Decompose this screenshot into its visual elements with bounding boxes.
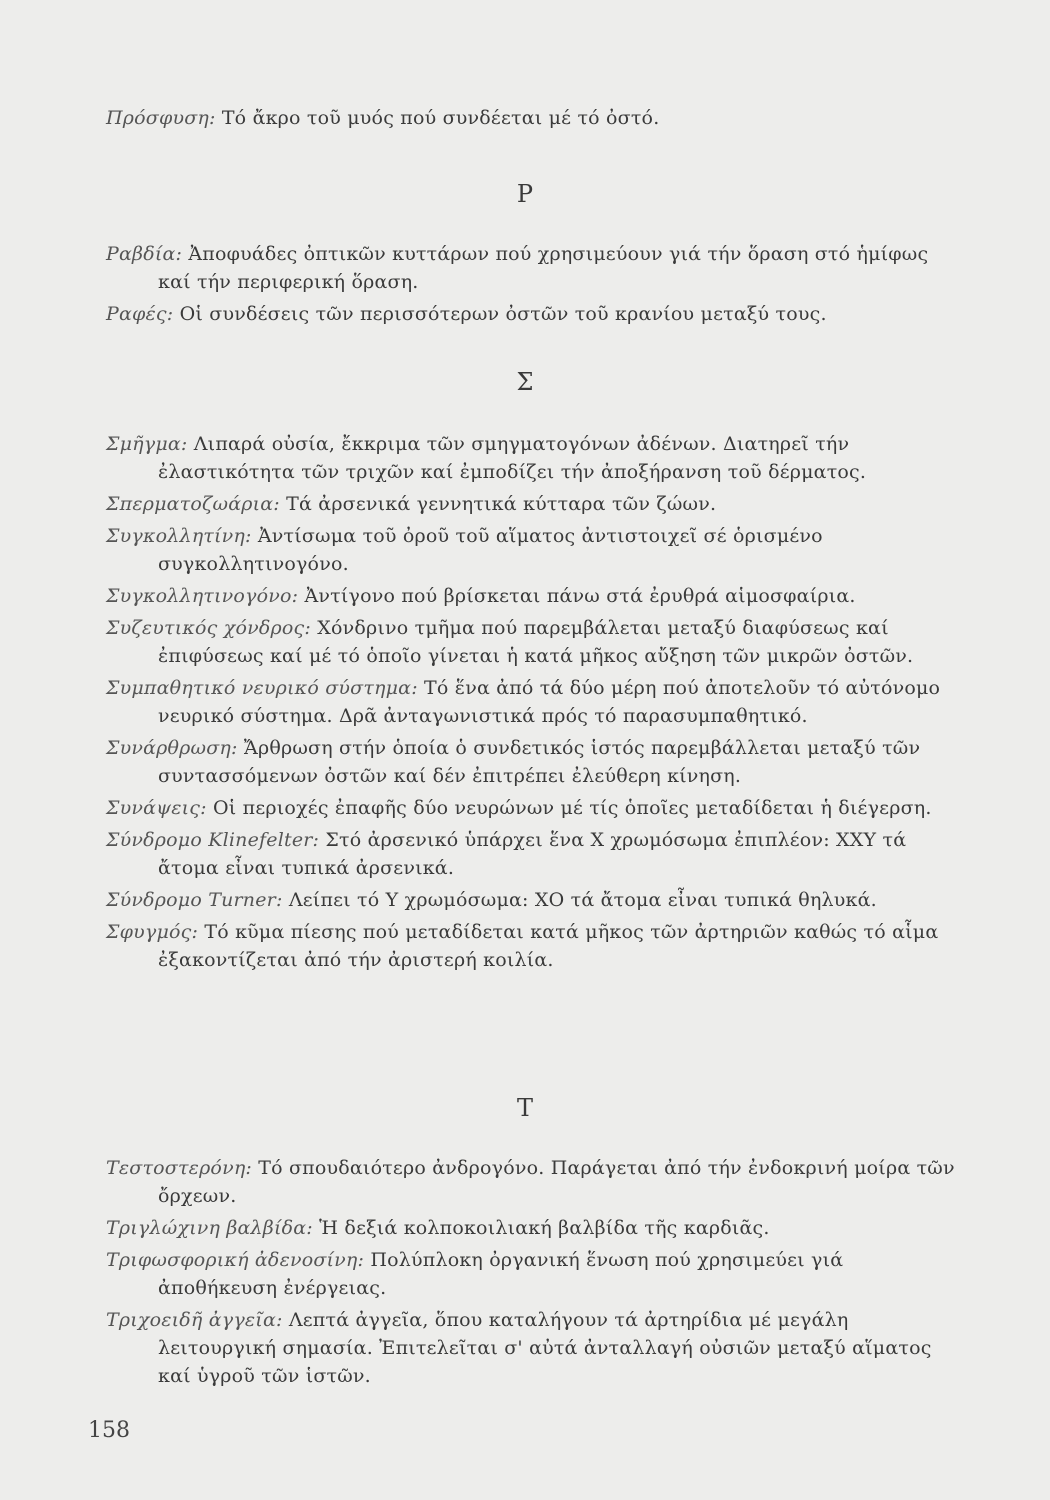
entry-definition: Τό ἕνα ἀπό τά δύο μέρη πού ἀποτελοῦν τό αὐτόνομο νευρικό σύστημα. Δρᾶ ἀνταγωνιστικά πρός τό παρασυμπαθητικό. bbox=[158, 677, 941, 727]
glossary-entry bbox=[106, 300, 956, 328]
section-letter-sigma: Σ bbox=[516, 368, 534, 396]
entry-definition: Στό ἀρσενικό ὑπάρχει ἕνα Χ χρωμόσωμα ἐπιπλέον: ΧΧΥ τά ἄτομα εἶναι τυπικά ἀρσενικά. bbox=[158, 829, 907, 879]
entry-term: Τεστοστερόνη: bbox=[106, 1157, 253, 1179]
section-letter-tau: Τ bbox=[516, 1094, 533, 1122]
glossary-entry bbox=[106, 240, 956, 296]
glossary-entry bbox=[106, 674, 956, 730]
entry-definition: Τό ἄκρο τοῦ μυός πού συνδέεται μέ τό ὀστό. bbox=[221, 107, 660, 129]
glossary-entry bbox=[106, 918, 956, 974]
glossary-entry bbox=[106, 490, 956, 518]
glossary-entry bbox=[106, 582, 956, 610]
entry-definition: Ἄρθρωση στήν ὁποία ὁ συνδετικός ἱστός παρεμβάλλεται μεταξύ τῶν συντασσόμενων ὀστῶν καί δέν ἐπιτρέπει ἐλεύθερη κίνηση. bbox=[158, 737, 921, 787]
section-letter-rho: Ρ bbox=[516, 180, 534, 208]
entry-term: Τριφωσφορική ἀδενοσίνη: bbox=[106, 1249, 365, 1271]
entry-definition: Ἀποφυάδες ὀπτικῶν κυττάρων πού χρησιμεύουν γιά τήν ὅραση στό ἡμίφως καί τήν περιφερική ὅραση. bbox=[158, 243, 929, 293]
section-continuation bbox=[106, 104, 956, 136]
entry-definition: Οἱ περιοχές ἐπαφῆς δύο νευρώνων μέ τίς ὁποῖες μεταδίδεται ἡ διέγερση. bbox=[213, 797, 932, 819]
entry-term: Σφυγμός: bbox=[106, 921, 199, 943]
entry-term: Συνάρθρωση: bbox=[106, 737, 238, 759]
entry-term: Σύνδρομο Klinefelter: bbox=[106, 829, 320, 851]
entry-definition: Ἡ δεξιά κολποκοιλιακή βαλβίδα τῆς καρδιᾶς. bbox=[319, 1217, 770, 1239]
entry-definition: Ἀντίγονο πού βρίσκεται πάνω στά ἐρυθρά αἱμοσφαίρια. bbox=[304, 585, 856, 607]
section-tau bbox=[106, 1154, 956, 1394]
glossary-entry bbox=[106, 886, 956, 914]
entry-definition: Οἱ συνδέσεις τῶν περισσότερων ὀστῶν τοῦ κρανίου μεταξύ τους. bbox=[179, 303, 827, 325]
glossary-entry bbox=[106, 734, 956, 790]
entry-term: Πρόσφυση: bbox=[106, 107, 216, 129]
entry-term: Τριχοειδῆ ἀγγεῖα: bbox=[106, 1309, 283, 1331]
entry-definition: Λιπαρά οὐσία, ἔκκριμα τῶν σμηγματογόνων ἀδένων. Διατηρεῖ τήν ἐλαστικότητα τῶν τριχῶν καί ἐμποδίζει τήν ἀποξήρανση τοῦ δέρματος. bbox=[158, 433, 867, 483]
glossary-entry bbox=[106, 430, 956, 486]
entry-definition: Τό κῦμα πίεσης πού μεταδίδεται κατά μῆκος τῶν ἀρτηριῶν καθώς τό αἷμα ἐξακοντίζεται ἀπό τήν ἀριστερή κοιλία. bbox=[158, 921, 939, 971]
page-number: 158 bbox=[88, 1418, 130, 1443]
glossary-entry bbox=[106, 794, 956, 822]
glossary-entry bbox=[106, 104, 956, 132]
glossary-entry bbox=[106, 1214, 956, 1242]
entry-definition: Τό σπουδαιότερο ἀνδρογόνο. Παράγεται ἀπό τήν ἐνδοκρινή μοίρα τῶν ὄρχεων. bbox=[158, 1157, 955, 1207]
entry-definition: Ἀντίσωμα τοῦ ὀροῦ τοῦ αἵματος ἀντιστοιχεῖ σέ ὁρισμένο συγκολλητινογόνο. bbox=[158, 525, 823, 575]
entry-term: Συμπαθητικό νευρικό σύστημα: bbox=[106, 677, 418, 699]
entry-definition: Χόνδρινο τμῆμα πού παρεμβάλεται μεταξύ διαφύσεως καί ἐπιφύσεως καί μέ τό ὁποῖο γίνεται ἡ κατά μῆκος αὔξηση τῶν μικρῶν ὀστῶν. bbox=[158, 617, 914, 667]
glossary-entry bbox=[106, 522, 956, 578]
glossary-entry bbox=[106, 1246, 956, 1302]
entry-term: Τριγλώχινη βαλβίδα: bbox=[106, 1217, 313, 1239]
entry-definition: Λεπτά ἀγγεῖα, ὅπου καταλήγουν τά ἀρτηρίδια μέ μεγάλη λειτουργική σημασία. Ἐπιτελεῖται σ' αὐτά ἀνταλλαγή οὐσιῶν μεταξύ αἵματος καί ὑγροῦ τῶν ἱστῶν. bbox=[158, 1309, 932, 1387]
glossary-entry bbox=[106, 1306, 956, 1390]
entry-term: Συνάψεις: bbox=[106, 797, 207, 819]
glossary-entry bbox=[106, 614, 956, 670]
entry-term: Ραφές: bbox=[106, 303, 174, 325]
entry-definition: Τά ἀρσενικά γεννητικά κύτταρα τῶν ζώων. bbox=[286, 493, 717, 515]
glossary-entry bbox=[106, 1154, 956, 1210]
entry-term: Σπερματοζωάρια: bbox=[106, 493, 280, 515]
entry-term: Σμῆγμα: bbox=[106, 433, 188, 455]
section-sigma bbox=[106, 430, 956, 978]
entry-term: Ραβδία: bbox=[106, 243, 183, 265]
glossary-entry bbox=[106, 826, 956, 882]
entry-term: Σύνδρομο Turner: bbox=[106, 889, 283, 911]
entry-term: Συζευτικός χόνδρος: bbox=[106, 617, 311, 639]
entry-term: Συγκολλητίνη: bbox=[106, 525, 252, 547]
entry-term: Συγκολλητινογόνο: bbox=[106, 585, 299, 607]
section-rho bbox=[106, 240, 956, 332]
entry-definition: Λείπει τό Υ χρωμόσωμα: ΧΟ τά ἄτομα εἶναι τυπικά θηλυκά. bbox=[288, 889, 877, 911]
entry-definition: Πολύπλοκη ὀργανική ἕνωση πού χρησιμεύει γιά ἀποθήκευση ἐνέργειας. bbox=[158, 1249, 844, 1299]
